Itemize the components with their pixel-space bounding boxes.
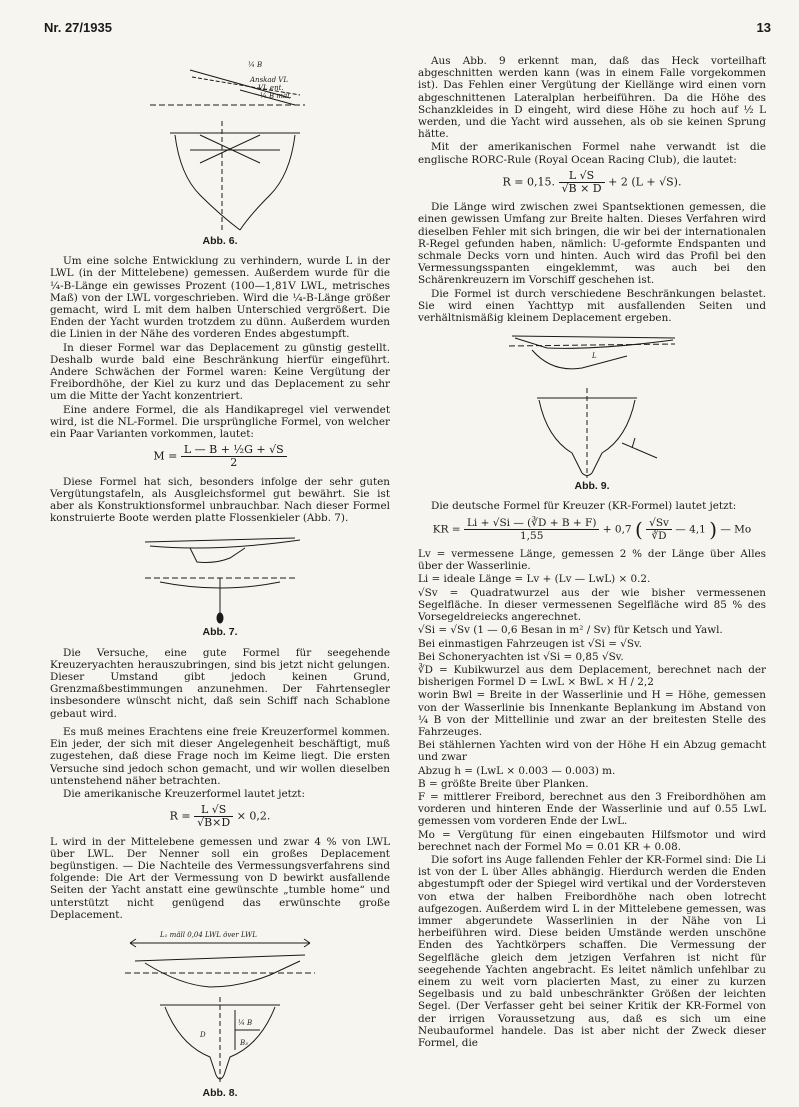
fig8-label-b3: B₃ [240, 1038, 248, 1047]
definition: Li = ideale Länge = Lv + (Lv — LwL) × 0.2. [418, 573, 651, 586]
figure-7 [135, 528, 305, 624]
fig8-label-quarter-b: ¼ B [238, 1018, 253, 1027]
fig8-label-length: L₁ mäll 0,04 LWL över LWL [160, 930, 257, 939]
definition: F = mittlerer Freibord, berechnet aus den 3 Freibordhöhen am vorderen und hinteren Ende der Wasserlinie und auf 0.55 LwL gemessen vom vorderen Ende der LwL. [418, 790, 766, 828]
paragraph: Die Versuche, eine gute Formel für seegehende Kreuzeryachten herauszubringen, sind bis jetzt nicht gelungen. Dieser Umstand gibt jedoch keinen Grund, Grenzmaßbestimmungen anzunehmen. Der Fahrtensegler insbesondere wünscht nicht, daß sein Schiff nach Schablone gebaut wird. [50, 646, 390, 720]
kr-formula: KR = $\frac{Li + √Si — (∛D + B + F)}{1,55}$ + 0,7 ( $\frac{√Sv}{∛D}$ — 4,1 ) — Mo [432, 516, 752, 542]
definition: √Si = √Sv (1 — 0,6 Besan in m² / Sv) für Ketsch und Yawl. [418, 624, 723, 637]
paragraph: Aus Abb. 9 erkennt man, daß das Heck vorteilhaft abgeschnitten werden kann (was in einem Falle vorgekommen ist). Das Fehlen einer Vergütung der Kiellänge wird einen vorn abgeschnittenen Lateralplan herbeiführen. Da die Höhe des Schanzkleides in D eingeht, wird diese Höhe zu hoch auf ½ L werden, und die Yacht wird aussehen, als ob sie keinen Sprung hätte. [418, 55, 766, 141]
paragraph: Die deutsche Formel für Kreuzer (KR-Formel) lautet jetzt: [431, 500, 737, 513]
fig6-label-quarter-b: ¼ B [248, 61, 263, 69]
definition: Abzug h = (LwL × 0.003 — 0.003) m. [418, 764, 616, 777]
definition: Bei einmastigen Fahrzeugen ist √Si = √Sv. [418, 637, 642, 650]
paragraph: In dieser Formel war das Deplacement zu günstig gestellt. Deshalb wurde bald eine Beschränkung hierfür eingeführt. Andere Schwächen der Formel waren: Keine Vergütung der Freibordhöhe, der Kiel zu kurz und das Deplacement zu sehr um die Mitte der Yacht konzentriert. [50, 341, 390, 403]
figure-7-drawing [135, 528, 305, 624]
fig8-label-d: D [200, 1030, 206, 1039]
rorc-formula: R = 0,15. $\frac{L √S}{√B \times D}$ + 2 (L + √S). [502, 168, 682, 196]
figure-7-caption: Abb. 7. [202, 626, 238, 639]
definition: B = größte Breite über Planken. [418, 777, 589, 790]
paragraph: Die sofort ins Auge fallenden Fehler der KR-Formel sind: Die Li ist von der L über Alles abhängig. Hierdurch werden die Enden abgestumpft oder der Spiegel wird vertikal und der Vordersteven von etwa der halben Freibordhöhe nach oben lotrecht aufgezogen. Außerdem wird L in der Mittelebene gemessen, was immer abgerundete Wasserlinien in der Nähe von Li herbeiführen wird. Diese beiden Umstände werden unschöne Enden des Yachtkörpers schaffen. Die Vermessung der Segelfläche gleich dem jetzigen Verfahren ist nicht für seegehende Yachten angebracht. Es leitet nämlich unfehlbar zu einem zu weit vorn placierten Mast, zu einer zu kurzen Segelbasis und zu bald unbeschränkter Größen der leichten Segel. (Der Verfasser geht bei seiner Kritik der KR-Formel von der irrigen Voraussetzung aus, daß es sich um eine Neubauformel handele. Das ist aber nicht der Zweck dieser Formel, die [418, 853, 766, 1049]
figure-8-caption: Abb. 8. [202, 1086, 238, 1099]
figure-6 [130, 55, 310, 233]
paragraph: Die Länge wird zwischen zwei Spantsektionen gemessen, die einen gewissen Umfang zur Breite halten. Dieses Verfahren wird dieselben Fehler mit sich bringen, die wir bei der internationalen R-Regel gefunden haben, nämlich: U-geformte Endspanten und schmale Decks vorn und hinten. Auch wird das Profil bei den Vermessungsspanten eingeklemmt, was auch bei den Schärenkreuzern im Vorschiff geschehen ist. [418, 201, 766, 287]
fig6-label-vl-ent: VL ent. [258, 84, 284, 92]
paragraph: Diese Formel hat sich, besonders infolge der sehr guten Vergütungstafeln, als Ausgleichsformel gut bewährt. Sie ist aber als Konstruktionsformel unbrauchbar. Nach dieser Formel konstruierte Boote werden platte Flossenkieler (Abb. 7). [50, 475, 390, 525]
definition: √Sv = Quadratwurzel aus der wie bisher vermessenen Segelfläche. In dieser vermessenen Segelfläche wird 85 % des Vorsegeldreiecks angerechnet. [418, 586, 766, 624]
figure-6-drawing [130, 55, 310, 233]
left-column [50, 55, 390, 1107]
definition: Bei stählernen Yachten wird von der Höhe H ein Abzug gemacht und zwar [418, 739, 766, 764]
definition: Mo = Vergütung für einen eingebauten Hilfsmotor und wird berechnet nach der Formel Mo = 0.01 KR + 0.08. [418, 828, 766, 853]
definition: Lv = vermessene Länge, gemessen 2 % der Länge über Alles über der Wasserlinie. [418, 548, 766, 573]
fig6-label-anskad: Anskad VL [250, 76, 288, 84]
paragraph: Die Formel ist durch verschiedene Beschränkungen belastet. Sie wird einen Yachttyp mit ausfallenden Seiten und verhältnismäßig kleinem Deplacement ergeben. [418, 287, 766, 325]
formula-numerator: L — B + ½G + √S [181, 444, 287, 457]
figure-8-drawing [120, 925, 320, 1085]
formula-denominator: 2 [230, 456, 238, 470]
figure-6-caption: Abb. 6. [202, 235, 238, 247]
issue-number: Nr. 27/1935 [44, 20, 112, 35]
fig6-label-quarter-b-mal: ¼ B mäl. [260, 92, 292, 100]
definition: ∛D = Kubikwurzel aus dem Deplacement, berechnet nach der bisherigen Formel D = LwL × BwL × H / 2,2 [418, 663, 766, 689]
figure-8 [120, 925, 320, 1085]
american-formula: R = $\frac{L √S}{√B\times D}$ × 0,2. [169, 803, 271, 830]
figure-9-drawing [507, 328, 677, 478]
paragraph: L wird in der Mittelebene gemessen und zwar 4 % von LWL über LWL. Der Nenner soll ein großes Deplacement begünstigen. — Die Nachteile des Vermessungsverfahrens sind folgende: Die Art der Vermessung von D bewirkt ausfallende Seiten der Yacht anstatt eine gewünschte „tumble home“ und unterstützt nicht genügend das erwünschte große Deplacement. [50, 835, 390, 921]
paragraph: Mit der amerikanischen Formel nahe verwandt ist die englische RORC-Rule (Royal Ocean Racing Club), die lautet: [418, 141, 766, 166]
figure-9-caption: Abb. 9. [574, 480, 610, 493]
page-number: 13 [756, 20, 771, 35]
definition: worin Bwl = Breite in der Wasserlinie und H = Höhe, gemessen von der Wasserlinie bis Innenkante Beplankung im Abstand von ¼ B von der Mittellinie und zwar an der breitesten Stelle des Fahrzeuges. [418, 689, 766, 738]
right-column [418, 55, 766, 1050]
formula-lhs: M = [153, 449, 178, 463]
figure-9 [507, 328, 677, 478]
nl-formula [50, 444, 390, 469]
page-header [44, 20, 771, 40]
paragraph: Die amerikanische Kreuzerformel lautet jetzt: [63, 787, 305, 800]
paragraph: Eine andere Formel, die als Handikapregel viel verwendet wird, ist die NL-Formel. Die ursprüngliche Formel, von welcher ein Paar Varianten vorkommen, lautet: [50, 403, 390, 441]
fig9-label-l: L [592, 352, 597, 361]
paragraph: Es muß meines Erachtens eine freie Kreuzerformel kommen. Ein jeder, der sich mit dieser Angelegenheit beschäftigt, muß zugestehen, daß diese Frage noch im Keime liegt. Die ersten Versuche sind jedoch schon gemacht, und wir wollen dieselben untenstehend näher betrachten. [50, 725, 390, 787]
definition: Bei Schoneryachten ist √Si = 0,85 √Sv. [418, 650, 624, 663]
paragraph: Um eine solche Entwicklung zu verhindern, wurde L in der LWL (in der Mittelebene) gemessen. Außerdem wurde für die ¼-B-Länge ein gewisses Prozent (100—1,81V LWL, metrisches Maß) von der LWL vorgeschrieben. Wird die ¼-B-Länge größer gemacht, wird L mit dem halben Unterschied vergrößert. Die Enden der Yacht wurden trotzdem zu dünn. Außerdem wurden die Linien in der Nähe des vorderen Endes abgestumpft. [50, 255, 390, 341]
